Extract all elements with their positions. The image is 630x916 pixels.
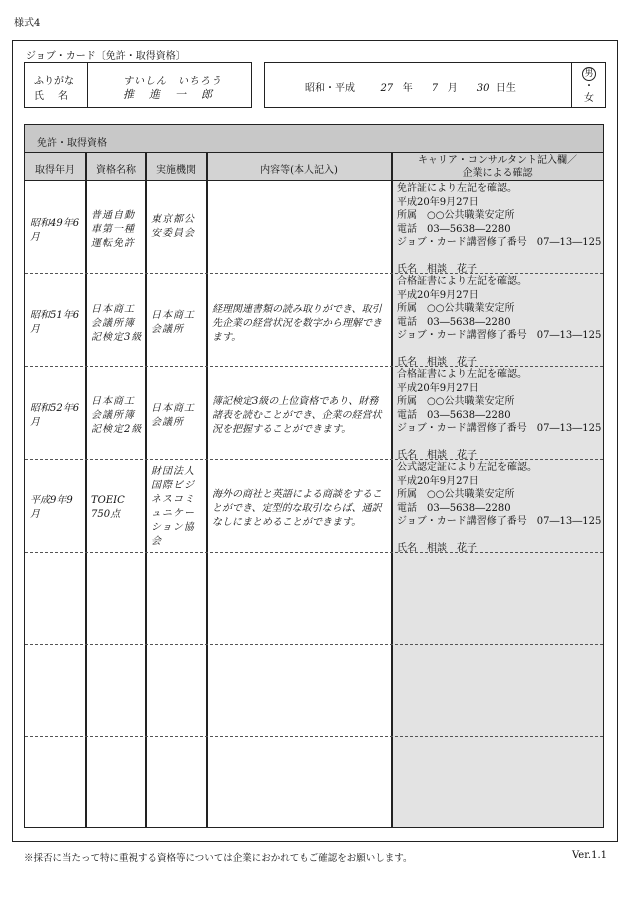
row2-confirm: 合格証書により左記を確認。 平成20年9月27日 所属 ○○公共職業安定所 電話 03―5638―2280 ジョブ・カード講習修了番号 07―13―125 氏名 相談 花子 <box>397 276 602 368</box>
row-divider <box>25 644 603 645</box>
name-block <box>24 62 252 108</box>
row4-qualification: TOEIC 750点 <box>91 495 125 520</box>
section-title: 免許・取得資格 <box>37 138 107 149</box>
name-value: 推 進 一 郎 <box>123 88 214 101</box>
row-divider <box>25 736 603 737</box>
row1-organization: 東京都公安委員会 <box>151 214 195 239</box>
row3-date: 昭和52年6月 <box>30 403 80 428</box>
row3-confirm: 合格証書により左記を確認。 平成20年9月27日 所属 ○○公共職業安定所 電話 03―5638―2280 ジョブ・カード講習修了番号 07―13―125 氏名 相談 花子 <box>397 369 602 461</box>
year-unit: 年 <box>402 83 413 94</box>
birth-year: 27 <box>380 83 394 94</box>
row3-content: 簿記検定3級の上位資格であり、財務諸表を読むことができ、企業の経営状況を把握することができます。 <box>212 396 382 435</box>
furigana-value: すいしん いちろう <box>123 76 222 87</box>
furigana-label: ふりがな <box>34 76 74 87</box>
version-label: Ver.1.1 <box>572 850 607 861</box>
column-divider <box>391 153 393 827</box>
row2-content: 経理関連書類の読み取りができ、取引先企業の経営状況を数字から理解できます。 <box>212 304 382 343</box>
name-label: 氏名 <box>34 91 82 102</box>
era-label: 昭和・平成 <box>305 83 355 94</box>
row2-qualification: 日本商工会議所簿記検定3級 <box>91 304 143 343</box>
footer-note: ※採否に当たって特に重視する資格等については企業におかれてもご確認をお願いします。 <box>24 853 413 864</box>
col-header-organization: 実施機関 <box>146 153 206 181</box>
gender-separator: ・ <box>584 81 594 92</box>
divider <box>87 63 88 107</box>
day-unit: 日生 <box>495 83 516 94</box>
row1-date: 昭和49年6月 <box>30 218 80 243</box>
column-divider <box>85 153 87 827</box>
row1-qualification: 普通自動車第一種運転免許 <box>91 210 135 249</box>
birth-day: 30 <box>476 83 490 94</box>
row4-date: 平成9年9月 <box>30 495 73 520</box>
col-header-date: 取得年月 <box>25 153 85 181</box>
gender-field <box>578 67 600 105</box>
document-title: ジョブ・カード〔免許・取得資格〕 <box>26 51 186 62</box>
gender-male: 男 <box>582 67 596 81</box>
birth-block <box>264 62 606 108</box>
col-header-content: 内容等(本人記入) <box>207 153 391 181</box>
row3-organization: 日本商工会議所 <box>151 403 195 428</box>
column-divider <box>145 153 147 827</box>
section-header <box>25 125 603 153</box>
col-header-confirm: キャリア・コンサルタント記入欄／ 企業による確認 <box>392 153 603 181</box>
row2-date: 昭和51年6月 <box>30 310 80 335</box>
col-header-qualification: 資格名称 <box>87 153 145 181</box>
row3-qualification: 日本商工会議所簿記検定2級 <box>91 396 143 435</box>
row4-confirm: 公式認定証により左記を確認。 平成20年9月27日 所属 ○○公共職業安定所 電話 03―5638―2280 ジョブ・カード講習修了番号 07―13―125 氏名 相談 花子 <box>397 462 602 554</box>
gender-female: 女 <box>584 93 594 104</box>
row4-organization: 財団法人国際ビジネスコミュニケーション協会 <box>151 466 195 547</box>
qualification-table <box>24 124 604 828</box>
row4-content: 海外の商社と英語による商談をすることができ、定型的な取引ならば、通訳なしにまとめることができます。 <box>212 489 382 528</box>
birth-date <box>305 79 516 94</box>
row1-confirm: 免許証により左記を確認。 平成20年9月27日 所属 ○○公共職業安定所 電話 03―5638―2280 ジョブ・カード講習修了番号 07―13―125 氏名 相談 花子 <box>397 183 602 275</box>
divider <box>571 63 572 107</box>
birth-month: 7 <box>431 83 439 94</box>
form-number: 様式4 <box>14 18 41 29</box>
column-divider <box>206 153 208 827</box>
row2-organization: 日本商工会議所 <box>151 310 195 335</box>
month-unit: 月 <box>447 83 458 94</box>
